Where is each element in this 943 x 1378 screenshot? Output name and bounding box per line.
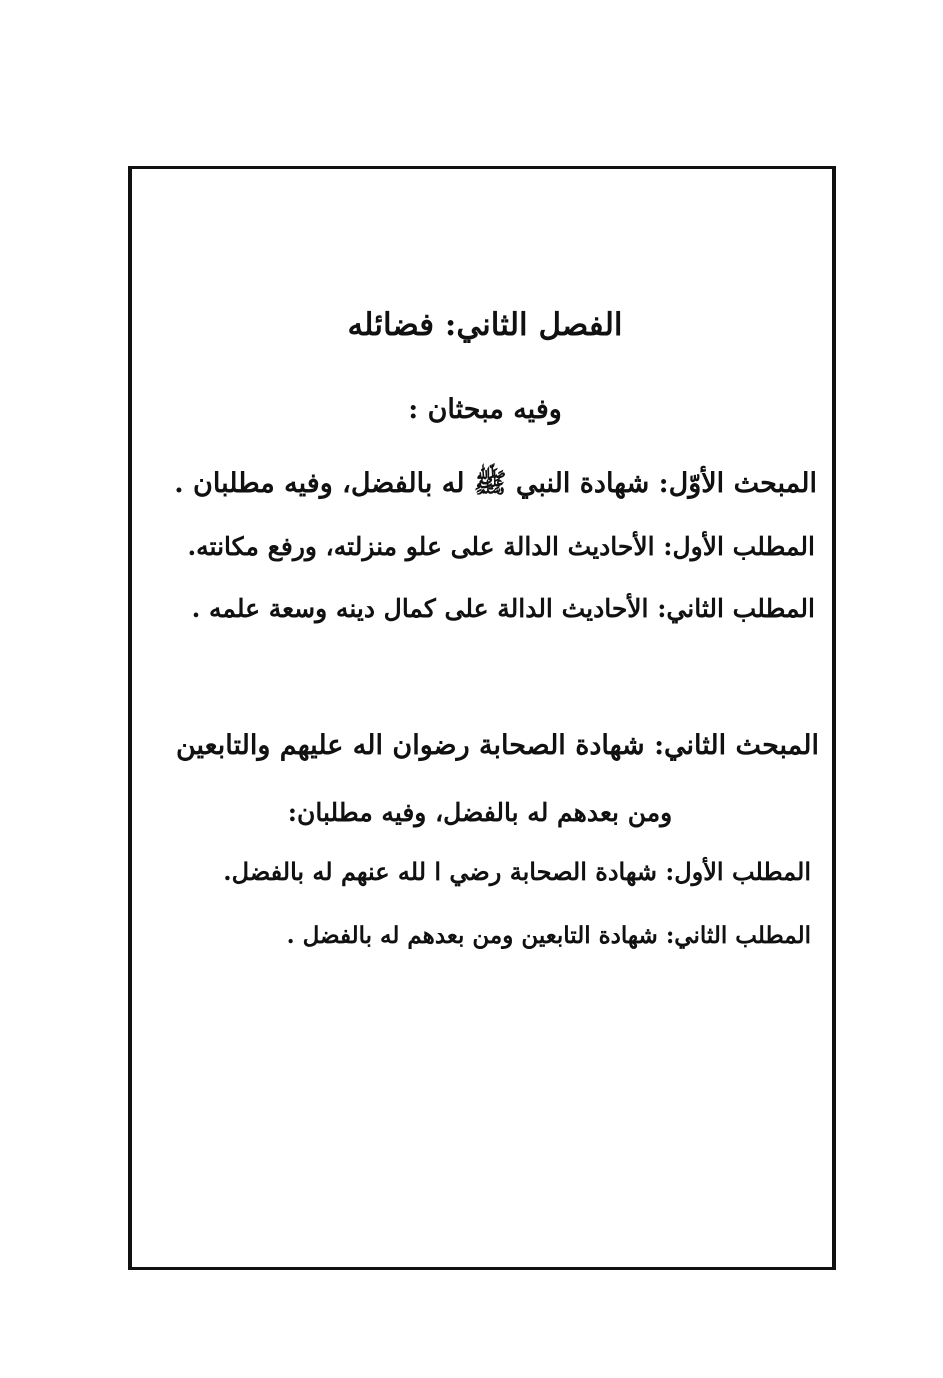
section2-matlab2: المطلب الثاني: شهادة التابعين ومن بعدهم له بالفضل . [286,922,811,949]
section1-matlab2: المطلب الثاني: الأحاديث الدالة على كمال دينه وسعة علمه . [191,594,815,623]
section2-title-line2: ومن بعدهم له بالفضل، وفيه مطلبان: [287,798,673,827]
section2-matlab1: المطلب الأول: شهادة الصحابة رضي ا لله عنهم له بالفضل. [223,857,811,886]
chapter-intro: وفيه مبحثان : [408,394,562,425]
section2-title-line1: المبحث الثاني: شهادة الصحابة رضوان اله عليهم والتابعين [175,730,819,761]
section1-matlab1: المطلب الأول: الأحاديث الدالة على علو منزلته، ورفع مكانته. [187,532,815,561]
chapter-title: الفصل الثاني: فضائله [347,307,623,343]
section1-title: المبحث الأوّل: شهادة النبي ﷺ له بالفضل، وفيه مطلبان . [174,468,817,499]
